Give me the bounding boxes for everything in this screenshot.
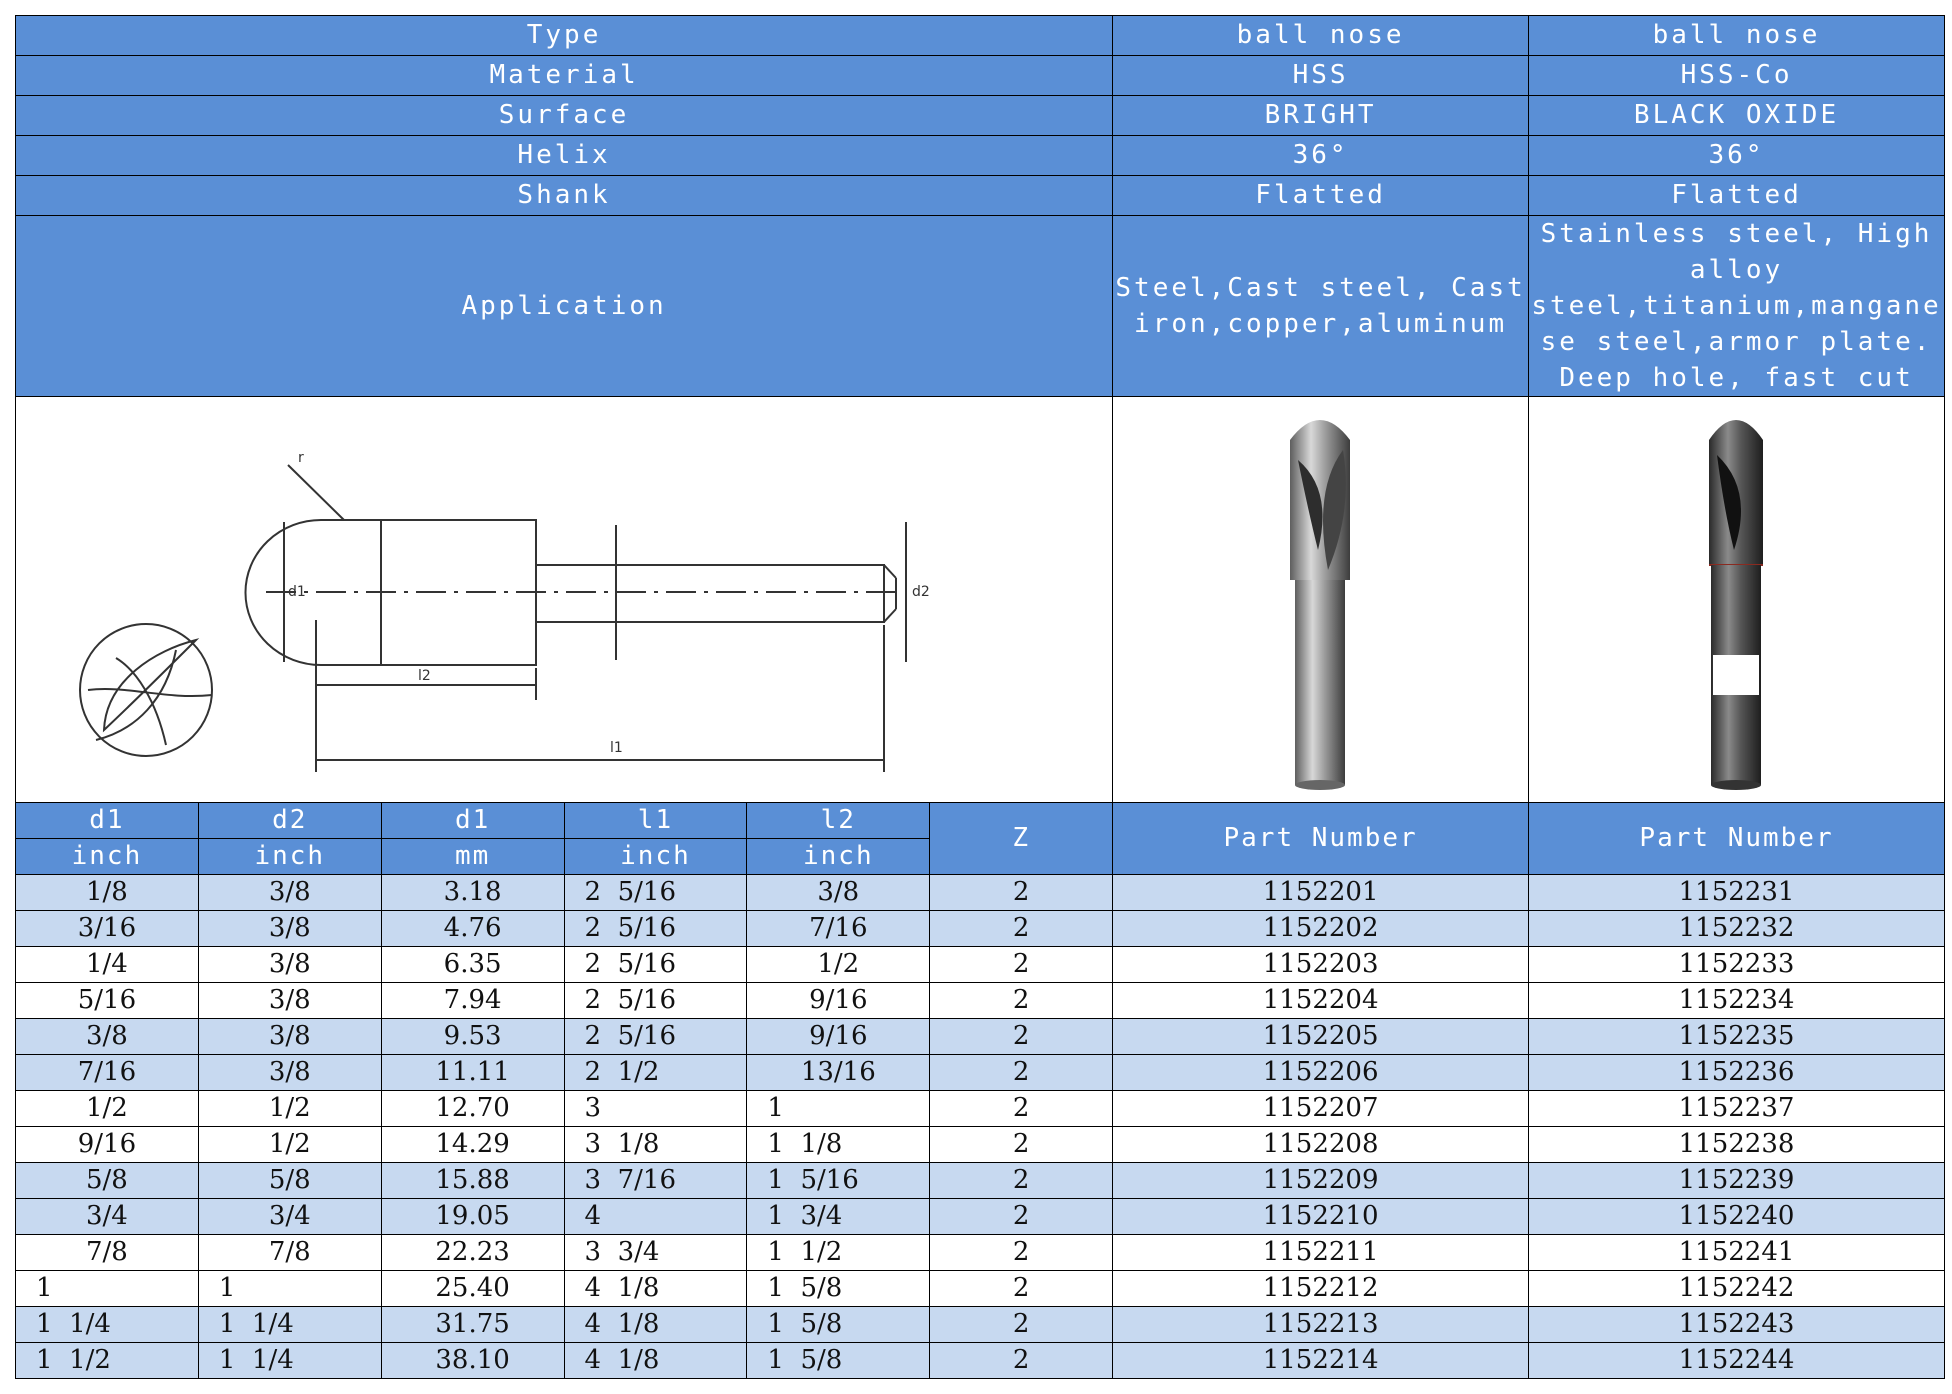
cell-l1: 2 5/16 bbox=[564, 983, 747, 1019]
cell-l2: 7/16 bbox=[747, 911, 930, 947]
unit-d1-mm: mm bbox=[381, 839, 564, 875]
bright-end-mill-image bbox=[1113, 400, 1527, 800]
cell-d2: 3/8 bbox=[198, 983, 381, 1019]
cell-l1: 2 1/2 bbox=[564, 1055, 747, 1091]
table-row bbox=[16, 1271, 1945, 1307]
cell-d2: 1/2 bbox=[198, 1091, 381, 1127]
spec-col2: Flatted bbox=[1529, 176, 1945, 216]
cell-d2: 3/8 bbox=[198, 1055, 381, 1091]
application-line: Stainless steel, High bbox=[1540, 219, 1933, 249]
spec-col2: 36° bbox=[1529, 136, 1945, 176]
cell-pn2: 1152239 bbox=[1529, 1163, 1945, 1199]
cell-d1mm: 7.94 bbox=[381, 983, 564, 1019]
cell-d1mm: 4.76 bbox=[381, 911, 564, 947]
spec-col1: BRIGHT bbox=[1113, 96, 1529, 136]
col-header-z: Z bbox=[930, 803, 1113, 875]
cell-pn1: 1152207 bbox=[1113, 1091, 1529, 1127]
spec-label: Shank bbox=[16, 176, 1113, 216]
table-row bbox=[16, 1127, 1945, 1163]
cell-l1: 3 7/16 bbox=[564, 1163, 747, 1199]
d1-label: d1 bbox=[288, 583, 306, 600]
cell-d2: 5/8 bbox=[198, 1163, 381, 1199]
spec-row-surface bbox=[16, 96, 1945, 136]
spec-row-type bbox=[16, 16, 1945, 56]
application-col1 bbox=[1113, 216, 1529, 397]
cell-pn2: 1152232 bbox=[1529, 911, 1945, 947]
spec-col2: ball nose bbox=[1529, 16, 1945, 56]
col-header-d1-inch: d1 bbox=[16, 803, 199, 839]
cell-pn1: 1152210 bbox=[1113, 1199, 1529, 1235]
cell-d1mm: 15.88 bbox=[381, 1163, 564, 1199]
table-row bbox=[16, 947, 1945, 983]
col-header-part-number-2: Part Number bbox=[1529, 803, 1945, 875]
cell-l2: 1 bbox=[747, 1091, 930, 1127]
dimension-labels bbox=[288, 450, 930, 756]
col-header-d2-inch: d2 bbox=[198, 803, 381, 839]
hss-end-mill-photo-cell bbox=[1113, 397, 1529, 803]
spec-label: Type bbox=[16, 16, 1113, 56]
unit-l2: inch bbox=[747, 839, 930, 875]
spec-label: Material bbox=[16, 56, 1113, 96]
cell-l2: 1 5/8 bbox=[747, 1343, 930, 1379]
cell-d2: 1 bbox=[198, 1271, 381, 1307]
end-view-icon bbox=[80, 624, 212, 756]
cell-d2: 3/8 bbox=[198, 875, 381, 911]
cell-pn2: 1152243 bbox=[1529, 1307, 1945, 1343]
cell-pn2: 1152236 bbox=[1529, 1055, 1945, 1091]
col-header-d1-mm: d1 bbox=[381, 803, 564, 839]
table-row bbox=[16, 983, 1945, 1019]
spec-col1: Flatted bbox=[1113, 176, 1529, 216]
cell-pn2: 1152234 bbox=[1529, 983, 1945, 1019]
cell-z: 2 bbox=[930, 1307, 1113, 1343]
unit-d2: inch bbox=[198, 839, 381, 875]
cell-pn2: 1152244 bbox=[1529, 1343, 1945, 1379]
spec-row-helix bbox=[16, 136, 1945, 176]
cell-z: 2 bbox=[930, 1163, 1113, 1199]
table-row bbox=[16, 1235, 1945, 1271]
cell-d1: 7/16 bbox=[16, 1055, 199, 1091]
cell-d1: 1 1/2 bbox=[16, 1343, 199, 1379]
cell-d1: 1/4 bbox=[16, 947, 199, 983]
cell-pn1: 1152206 bbox=[1113, 1055, 1529, 1091]
cell-d2: 3/8 bbox=[198, 911, 381, 947]
table-row bbox=[16, 1091, 1945, 1127]
l2-label: l2 bbox=[418, 667, 431, 684]
cell-pn2: 1152237 bbox=[1529, 1091, 1945, 1127]
cell-l1: 3 3/4 bbox=[564, 1235, 747, 1271]
cell-l2: 3/8 bbox=[747, 875, 930, 911]
spec-row-application bbox=[16, 216, 1945, 397]
cell-d1: 9/16 bbox=[16, 1127, 199, 1163]
cell-z: 2 bbox=[930, 1235, 1113, 1271]
cell-l1: 2 5/16 bbox=[564, 1019, 747, 1055]
technical-drawing-cell bbox=[16, 397, 1113, 803]
cell-d1: 3/16 bbox=[16, 911, 199, 947]
cell-pn1: 1152202 bbox=[1113, 911, 1529, 947]
cell-l1: 2 5/16 bbox=[564, 911, 747, 947]
spec-row-shank bbox=[16, 176, 1945, 216]
cell-z: 2 bbox=[930, 875, 1113, 911]
cell-l2: 9/16 bbox=[747, 1019, 930, 1055]
cell-d1mm: 9.53 bbox=[381, 1019, 564, 1055]
cell-z: 2 bbox=[930, 1055, 1113, 1091]
cell-l1: 3 bbox=[564, 1091, 747, 1127]
cell-d2: 1 1/4 bbox=[198, 1343, 381, 1379]
hssco-end-mill-photo-cell bbox=[1529, 397, 1945, 803]
l1-label: l1 bbox=[610, 739, 623, 756]
cell-pn1: 1152209 bbox=[1113, 1163, 1529, 1199]
cell-pn2: 1152240 bbox=[1529, 1199, 1945, 1235]
spec-sheet bbox=[15, 15, 1945, 1379]
cell-l2: 1 1/2 bbox=[747, 1235, 930, 1271]
cell-z: 2 bbox=[930, 1343, 1113, 1379]
unit-l1: inch bbox=[564, 839, 747, 875]
cell-pn2: 1152235 bbox=[1529, 1019, 1945, 1055]
cell-l2: 1 5/16 bbox=[747, 1163, 930, 1199]
cell-d1mm: 22.23 bbox=[381, 1235, 564, 1271]
spec-label: Helix bbox=[16, 136, 1113, 176]
spec-col1: ball nose bbox=[1113, 16, 1529, 56]
cell-d1mm: 25.40 bbox=[381, 1271, 564, 1307]
cell-d2: 3/8 bbox=[198, 1019, 381, 1055]
d2-label: d2 bbox=[912, 583, 930, 600]
cell-d1mm: 6.35 bbox=[381, 947, 564, 983]
col-header-l1: l1 bbox=[564, 803, 747, 839]
col-header-l2: l2 bbox=[747, 803, 930, 839]
cell-pn1: 1152212 bbox=[1113, 1271, 1529, 1307]
table-row bbox=[16, 1343, 1945, 1379]
cell-pn2: 1152238 bbox=[1529, 1127, 1945, 1163]
cell-d1: 5/8 bbox=[16, 1163, 199, 1199]
spec-col1: 36° bbox=[1113, 136, 1529, 176]
cell-pn1: 1152211 bbox=[1113, 1235, 1529, 1271]
cell-d1mm: 11.11 bbox=[381, 1055, 564, 1091]
cell-pn2: 1152231 bbox=[1529, 875, 1945, 911]
application-line: Steel,Cast steel, Cast bbox=[1115, 273, 1526, 303]
application-label: Application bbox=[16, 216, 1113, 397]
cell-d1mm: 31.75 bbox=[381, 1307, 564, 1343]
cell-l2: 1 5/8 bbox=[747, 1271, 930, 1307]
drawing-section bbox=[16, 397, 1945, 803]
cell-d2: 3/8 bbox=[198, 947, 381, 983]
cell-pn1: 1152204 bbox=[1113, 983, 1529, 1019]
cell-z: 2 bbox=[930, 1199, 1113, 1235]
spec-col2: BLACK OXIDE bbox=[1529, 96, 1945, 136]
cell-d1: 3/8 bbox=[16, 1019, 199, 1055]
cell-z: 2 bbox=[930, 1019, 1113, 1055]
application-line: iron,copper,aluminum bbox=[1134, 309, 1508, 339]
cell-d1: 1/8 bbox=[16, 875, 199, 911]
cell-z: 2 bbox=[930, 1271, 1113, 1307]
unit-d1: inch bbox=[16, 839, 199, 875]
dimension-table bbox=[16, 803, 1945, 875]
end-mill-technical-drawing bbox=[16, 400, 1106, 800]
application-col2 bbox=[1529, 216, 1945, 397]
table-row bbox=[16, 1055, 1945, 1091]
cell-z: 2 bbox=[930, 1091, 1113, 1127]
col-header-part-number-1: Part Number bbox=[1113, 803, 1529, 875]
cell-l2: 1 1/8 bbox=[747, 1127, 930, 1163]
table-row bbox=[16, 875, 1945, 911]
application-line: Deep hole, fast cut bbox=[1559, 363, 1914, 393]
cell-d1: 1 bbox=[16, 1271, 199, 1307]
cell-l1: 3 1/8 bbox=[564, 1127, 747, 1163]
cell-l1: 4 1/8 bbox=[564, 1343, 747, 1379]
cell-d1mm: 12.70 bbox=[381, 1091, 564, 1127]
cell-pn1: 1152213 bbox=[1113, 1307, 1529, 1343]
table-row bbox=[16, 911, 1945, 947]
cell-d2: 7/8 bbox=[198, 1235, 381, 1271]
black-oxide-end-mill-image bbox=[1529, 400, 1943, 800]
cell-l1: 4 1/8 bbox=[564, 1307, 747, 1343]
data-rows bbox=[16, 875, 1945, 1379]
application-line: alloy bbox=[1689, 255, 1784, 285]
cell-l1: 2 5/16 bbox=[564, 875, 747, 911]
cell-pn1: 1152201 bbox=[1113, 875, 1529, 911]
radius-label: r bbox=[298, 449, 304, 466]
cell-d1mm: 3.18 bbox=[381, 875, 564, 911]
cell-d1: 7/8 bbox=[16, 1235, 199, 1271]
spec-header bbox=[16, 16, 1945, 397]
cell-pn2: 1152241 bbox=[1529, 1235, 1945, 1271]
cell-d1: 1/2 bbox=[16, 1091, 199, 1127]
table-row bbox=[16, 1199, 1945, 1235]
cell-pn1: 1152205 bbox=[1113, 1019, 1529, 1055]
cell-l2: 9/16 bbox=[747, 983, 930, 1019]
cell-z: 2 bbox=[930, 1127, 1113, 1163]
spec-row-material bbox=[16, 56, 1945, 96]
application-line: se steel,armor plate. bbox=[1540, 327, 1933, 357]
table-row bbox=[16, 1307, 1945, 1343]
cell-d1mm: 38.10 bbox=[381, 1343, 564, 1379]
cell-pn1: 1152203 bbox=[1113, 947, 1529, 983]
cell-d1: 3/4 bbox=[16, 1199, 199, 1235]
spec-label: Surface bbox=[16, 96, 1113, 136]
cell-l2: 1/2 bbox=[747, 947, 930, 983]
cell-z: 2 bbox=[930, 947, 1113, 983]
cell-z: 2 bbox=[930, 983, 1113, 1019]
cell-d1mm: 14.29 bbox=[381, 1127, 564, 1163]
cell-d1: 5/16 bbox=[16, 983, 199, 1019]
cell-pn1: 1152208 bbox=[1113, 1127, 1529, 1163]
table-row bbox=[16, 1163, 1945, 1199]
cell-l1: 4 bbox=[564, 1199, 747, 1235]
cell-l2: 1 3/4 bbox=[747, 1199, 930, 1235]
cell-pn1: 1152214 bbox=[1113, 1343, 1529, 1379]
spec-col2: HSS-Co bbox=[1529, 56, 1945, 96]
cell-pn2: 1152242 bbox=[1529, 1271, 1945, 1307]
table-row bbox=[16, 1019, 1945, 1055]
cell-l1: 4 1/8 bbox=[564, 1271, 747, 1307]
cell-d1: 1 1/4 bbox=[16, 1307, 199, 1343]
spec-col1: HSS bbox=[1113, 56, 1529, 96]
side-profile-drawing bbox=[245, 465, 906, 772]
cell-l1: 2 5/16 bbox=[564, 947, 747, 983]
cell-d2: 1/2 bbox=[198, 1127, 381, 1163]
cell-d2: 3/4 bbox=[198, 1199, 381, 1235]
cell-l2: 1 5/8 bbox=[747, 1307, 930, 1343]
cell-z: 2 bbox=[930, 911, 1113, 947]
cell-d1mm: 19.05 bbox=[381, 1199, 564, 1235]
spec-table bbox=[15, 15, 1945, 1379]
cell-pn2: 1152233 bbox=[1529, 947, 1945, 983]
cell-d2: 1 1/4 bbox=[198, 1307, 381, 1343]
application-line: steel,titanium,mangane bbox=[1531, 291, 1942, 321]
cell-l2: 13/16 bbox=[747, 1055, 930, 1091]
